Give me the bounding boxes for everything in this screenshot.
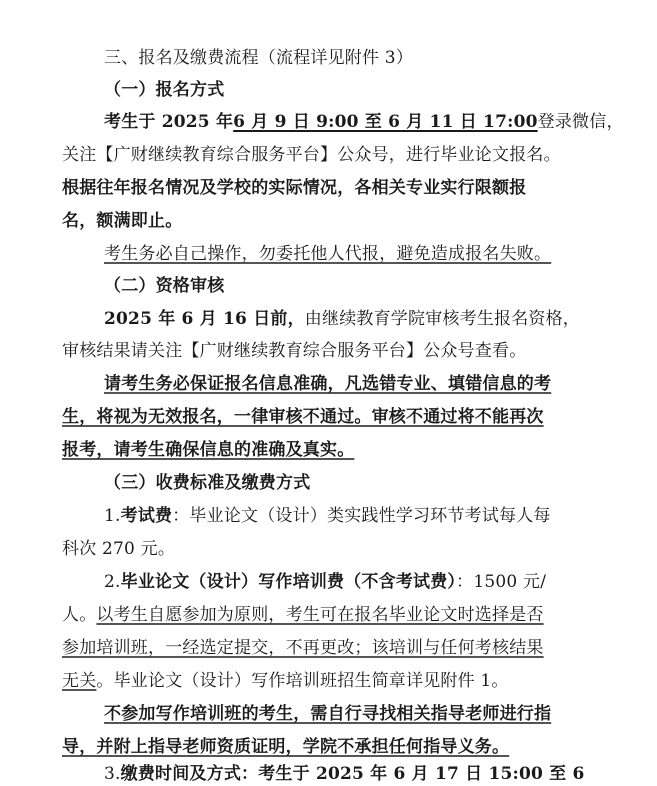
text: ：毕业论文（设计）类实践性学习环节考试每人每: [172, 506, 551, 526]
accuracy-notice-line1: 请考生务必保证报名信息准确，凡选错专业、填错信息的考: [104, 374, 552, 394]
accuracy-notice-line2: 生，将视为无效报名，一律审核不通过。审核不通过将不能再次: [62, 407, 544, 427]
qualification-paragraph-line2: 审核结果请关注【广财继续教育综合服务平台】公众号查看。: [62, 341, 527, 361]
item-number: 2.: [104, 572, 121, 592]
registration-paragraph-line2: 关注【广财继续教育综合服务平台】公众号，进行毕业论文报名。: [62, 145, 561, 165]
training-fee-label: 毕业论文（设计）写作培训费（不含考试费）: [120, 572, 457, 592]
fee-item-2-line2: [62, 603, 544, 627]
subsection-title-fees: （三）收费标准及缴费方式: [104, 473, 311, 493]
review-deadline: 2025 年 6 月 16 日前，: [104, 309, 305, 329]
subsection-title-qualification: （二）资格审核: [104, 276, 225, 296]
quota-paragraph-line1: 根据往年报名情况及学校的实际情况，各相关专业实行限额报: [62, 178, 527, 198]
text: 人。: [62, 605, 97, 625]
qualification-paragraph-line1: [104, 307, 580, 331]
item-number: 3.: [104, 764, 121, 784]
self-operation-notice: 考生务必自己操作，勿委托他人代报，避免造成报名失败。: [104, 244, 552, 264]
accuracy-notice-line3: 报考，请考生确保信息的准确及真实。: [62, 440, 355, 460]
text: ：考生于 2025 年 6 月 17 日 15:00 至 6: [241, 764, 585, 784]
no-training-notice-line1: 不参加写作培训班的考生，需自行寻找相关指导老师进行指: [104, 704, 552, 724]
unrelated-text: 无关: [62, 671, 97, 691]
payment-time-label: 缴费时间及方式: [120, 764, 242, 784]
section-heading: 三、报名及缴费流程（流程详见附件 3）: [104, 48, 414, 68]
quota-paragraph-line2: 名，额满即止。: [62, 211, 183, 231]
fee-item-1-line1: [104, 504, 551, 528]
item-number: 1.: [104, 506, 121, 526]
no-training-notice-line2: 导，并附上指导老师资质证明，学院不承担任何指导义务。: [62, 737, 510, 757]
fee-item-3-line1: [104, 762, 585, 786]
voluntary-notice: 以考生自愿参加为原则，考生可在报名毕业论文时选择是否: [96, 605, 544, 625]
text: 。毕业论文（设计）写作培训班招生简章详见附件 1。: [96, 671, 509, 691]
fee-item-1-line2: 科次 270 元。: [62, 539, 176, 559]
subsection-title-registration: （一）报名方式: [104, 80, 225, 100]
text: ：1500 元/: [456, 572, 547, 592]
fee-item-2-line1: [104, 570, 546, 594]
text: 登录微信，: [537, 112, 624, 132]
exam-fee-label: 考试费: [120, 506, 173, 526]
registration-paragraph-line1: [104, 110, 624, 134]
fee-item-2-line3: 参加培训班，一经选定提交，不再更改；该培训与任何考核结果: [62, 638, 544, 658]
registration-period: 6 月 9 日 9:00 至 6 月 11 日 17:00: [233, 112, 538, 132]
text: 考生于 2025 年: [104, 112, 234, 132]
text: 由继续教育学院审核考生报名资格，: [304, 309, 580, 329]
fee-item-2-line4: [62, 669, 509, 693]
